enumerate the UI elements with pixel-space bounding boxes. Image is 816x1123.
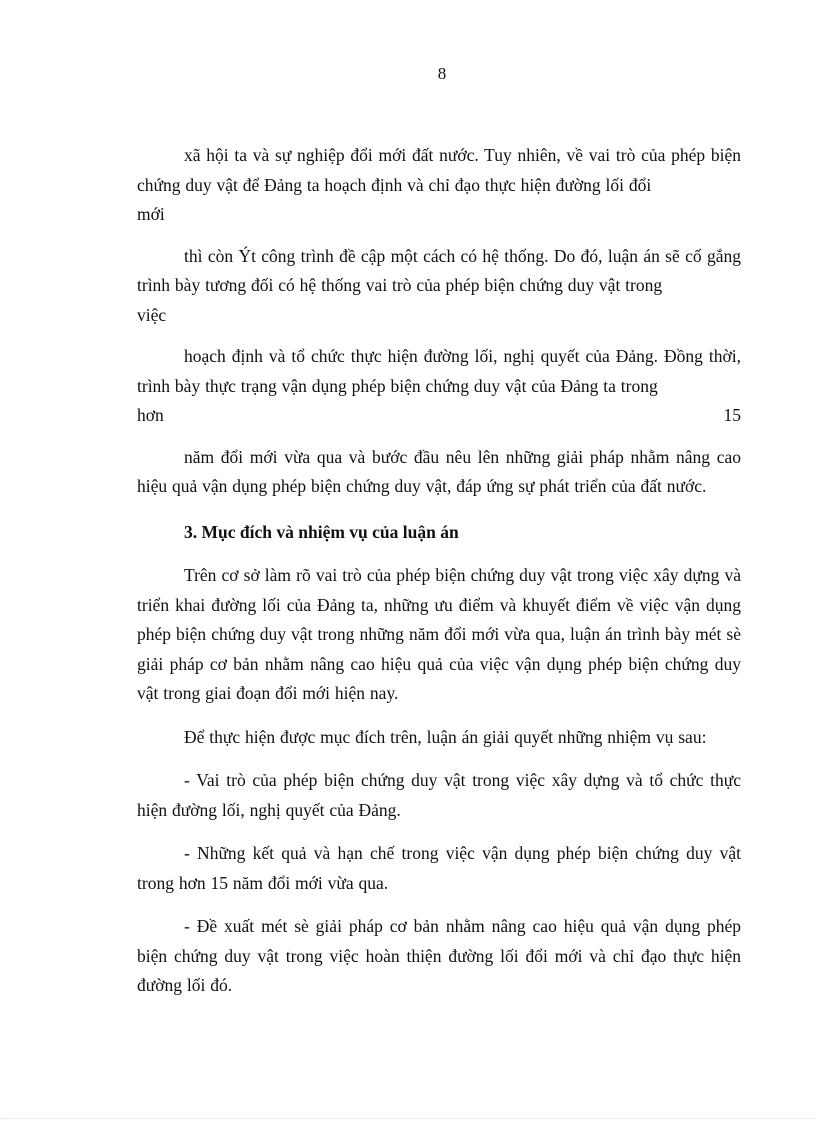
section-paragraph-2: Để thực hiện được mục đích trên, luận án giải quyết những nhiệm vụ sau: (184, 726, 707, 747)
paragraph-3: hoạch định và tổ chức thực hiện đường lối, nghị quyết của Đảng. Đồng thời, trình bày thực trạng vận dụng phép biện chứng duy vật của Đảng ta trong (137, 346, 741, 396)
document-body (137, 141, 741, 1001)
paragraph-4: năm đổi mới vừa qua và bước đầu nêu lên những giải pháp nhằm nâng cao hiệu quả vận dụng phép biện chứng duy vật, đáp ứng sự phát triển của đất nước. (137, 446, 741, 496)
paragraph-3-tail: hơn 15 (137, 405, 741, 425)
task-item-2: - Những kết quả và hạn chế trong việc vận dụng phép biện chứng duy vật trong hơn 15 năm đổi mới vừa qua. (137, 843, 741, 893)
paragraph-1: xã hội ta và sự nghiệp đổi mới đất nước. Tuy nhiên, về vai trò của phép biện chứng duy vật để Đảng ta hoạch định và chỉ đạo thực hiện đường lối đổi (137, 145, 741, 195)
paragraph-1-tail: mới (137, 204, 165, 224)
page-bottom-edge (0, 1118, 816, 1119)
task-item-1: - Vai trò của phép biện chứng duy vật trong việc xây dựng và tổ chức thực hiện đường lối, nghị quyết của Đảng. (137, 770, 741, 820)
paragraph-2: thì còn Ýt công trình đề cập một cách có hệ thống. Do đó, luận án sẽ cố gắng trình bày tương đối có hệ thống vai trò của phép biện chứng duy vật trong (137, 245, 741, 295)
task-item-3: - Đề xuất mét sè giải pháp cơ bản nhằm nâng cao hiệu quả vận dụng phép biện chứng duy vật trong việc hoàn thiện đường lối đổi mới và chỉ đạo thực hiện đường lối đó. (137, 916, 741, 995)
section-paragraph-1: Trên cơ sở làm rõ vai trò của phép biện chứng duy vật trong việc xây dựng và triển khai đường lối của Đảng ta, những ưu điểm và khuyết điểm về việc vận dụng phép biện chứng duy vật trong những năm đổi mới vừa qua, luận án trình bày mét sè giải pháp cơ bản nhằm nâng cao hiệu quả của việc vận dụng phép biện chứng duy vật trong giai đoạn đổi mới hiện nay. (137, 565, 741, 703)
page-number: 8 (437, 64, 447, 83)
section-heading: 3. Mục đích và nhiệm vụ của luận án (184, 521, 459, 542)
paragraph-2-tail: việc (137, 304, 167, 325)
